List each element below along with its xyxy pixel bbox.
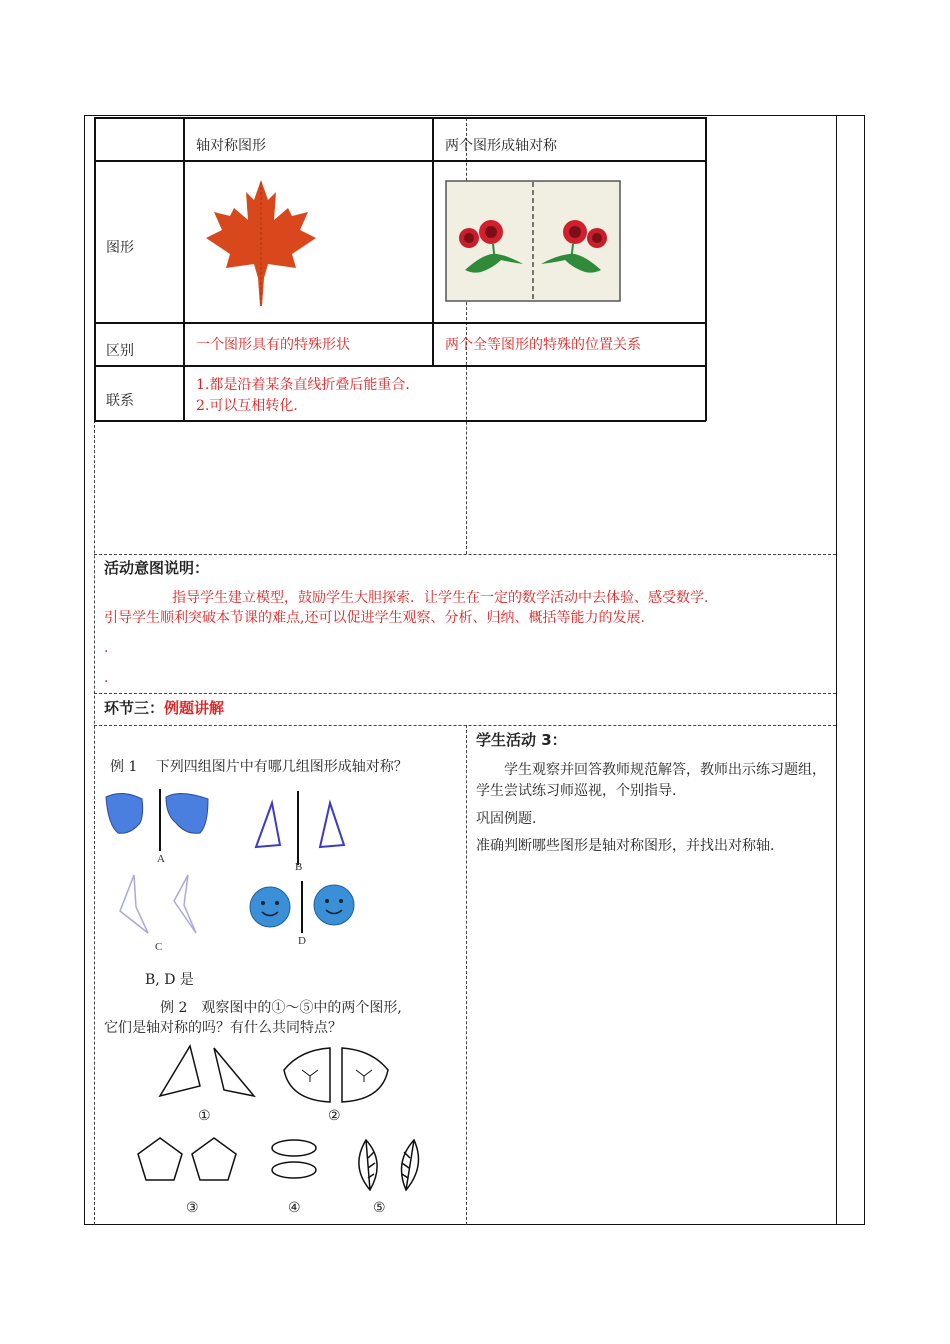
section3-label: 环节三：	[104, 699, 165, 717]
label-a: A	[157, 853, 165, 865]
intent-line-2: 引导学生顺利突破本节课的难点,还可以促进学生观察、分析、归纳、概括等能力的发展.	[104, 610, 645, 626]
label-1: ①	[198, 1108, 211, 1124]
triangle-pair-b	[256, 791, 344, 865]
label-2: ②	[328, 1108, 341, 1124]
relation-line-2: 2.可以互相转化.	[196, 398, 298, 414]
arrow-pair-c	[120, 875, 196, 933]
example2-figures	[130, 1040, 430, 1210]
figure-1-triangles	[160, 1046, 254, 1096]
example1-question: 例 1 下列四组图片中有哪几组图形成轴对称？	[110, 759, 408, 775]
example1-answer: B, D 是	[145, 972, 194, 988]
header-axisymmetric: 轴对称图形	[196, 138, 266, 154]
label-c: C	[155, 941, 163, 953]
difference-axisymmetric: 一个图形具有的特殊形状	[196, 337, 350, 353]
label-5: ⑤	[373, 1200, 386, 1216]
inner-right-line	[836, 115, 837, 1225]
smiley-pair-d	[250, 881, 354, 933]
student-activity-heading: 学生活动 3：	[476, 731, 567, 749]
figure-2-sectors	[284, 1048, 388, 1102]
intent-heading: 活动意图说明：	[104, 559, 210, 577]
dash-middle-bottom	[466, 725, 467, 1225]
outer-border-bottom	[84, 1224, 865, 1225]
row-label-relation: 联系	[106, 393, 134, 409]
header-two-figures: 两个图形成轴对称	[445, 138, 557, 154]
dash-row2	[94, 693, 836, 694]
dash-row3	[94, 725, 836, 726]
student-activity-para-3: 准确判断哪些图形是轴对称图形，并找出对称轴.	[476, 838, 775, 854]
student-activity-para-2: 巩固例题.	[476, 811, 537, 827]
figure-3-pentagons	[138, 1138, 236, 1180]
row-label-figure: 图形	[106, 240, 134, 256]
figure-5-leaves	[359, 1140, 419, 1190]
outer-border-right	[864, 115, 865, 1225]
butterfly-pair-a	[106, 789, 208, 851]
label-d: D	[298, 935, 306, 947]
label-b: B	[295, 861, 303, 873]
dash-row1	[94, 554, 836, 555]
figure-4-ellipses	[272, 1140, 316, 1178]
label-3: ③	[186, 1200, 199, 1216]
example2-question-1: 例 2 观察图中的①～⑤中的两个图形,	[160, 1000, 402, 1016]
difference-two-figures: 两个全等图形的特殊的位置关系	[445, 337, 641, 353]
row-label-difference: 区别	[106, 343, 134, 359]
section3-title: 例题讲解	[164, 699, 225, 717]
example1-figures	[100, 785, 400, 960]
student-activity-para-1: 学生观察并回答教师规范解答，教师出示练习题组，学生尝试练习师巡视，个别指导.	[476, 762, 826, 799]
relation-line-1: 1.都是沿着某条直线折叠后能重合.	[196, 377, 410, 393]
example2-question-2: 它们是轴对称的吗？有什么共同特点？	[104, 1020, 342, 1036]
intent-line-1: 指导学生建立模型，鼓励学生大胆探索．让学生在一定的数学活动中去体验、感受数学.	[172, 590, 709, 606]
rose-pair-image	[445, 180, 621, 302]
maple-leaf-image	[196, 178, 326, 308]
section3-heading	[104, 697, 224, 719]
intent-dot-1: .	[104, 640, 109, 656]
intent-dot-2: .	[104, 670, 109, 686]
outer-border-left	[84, 115, 85, 1225]
dash-left	[94, 420, 95, 1225]
label-4: ④	[288, 1200, 301, 1216]
